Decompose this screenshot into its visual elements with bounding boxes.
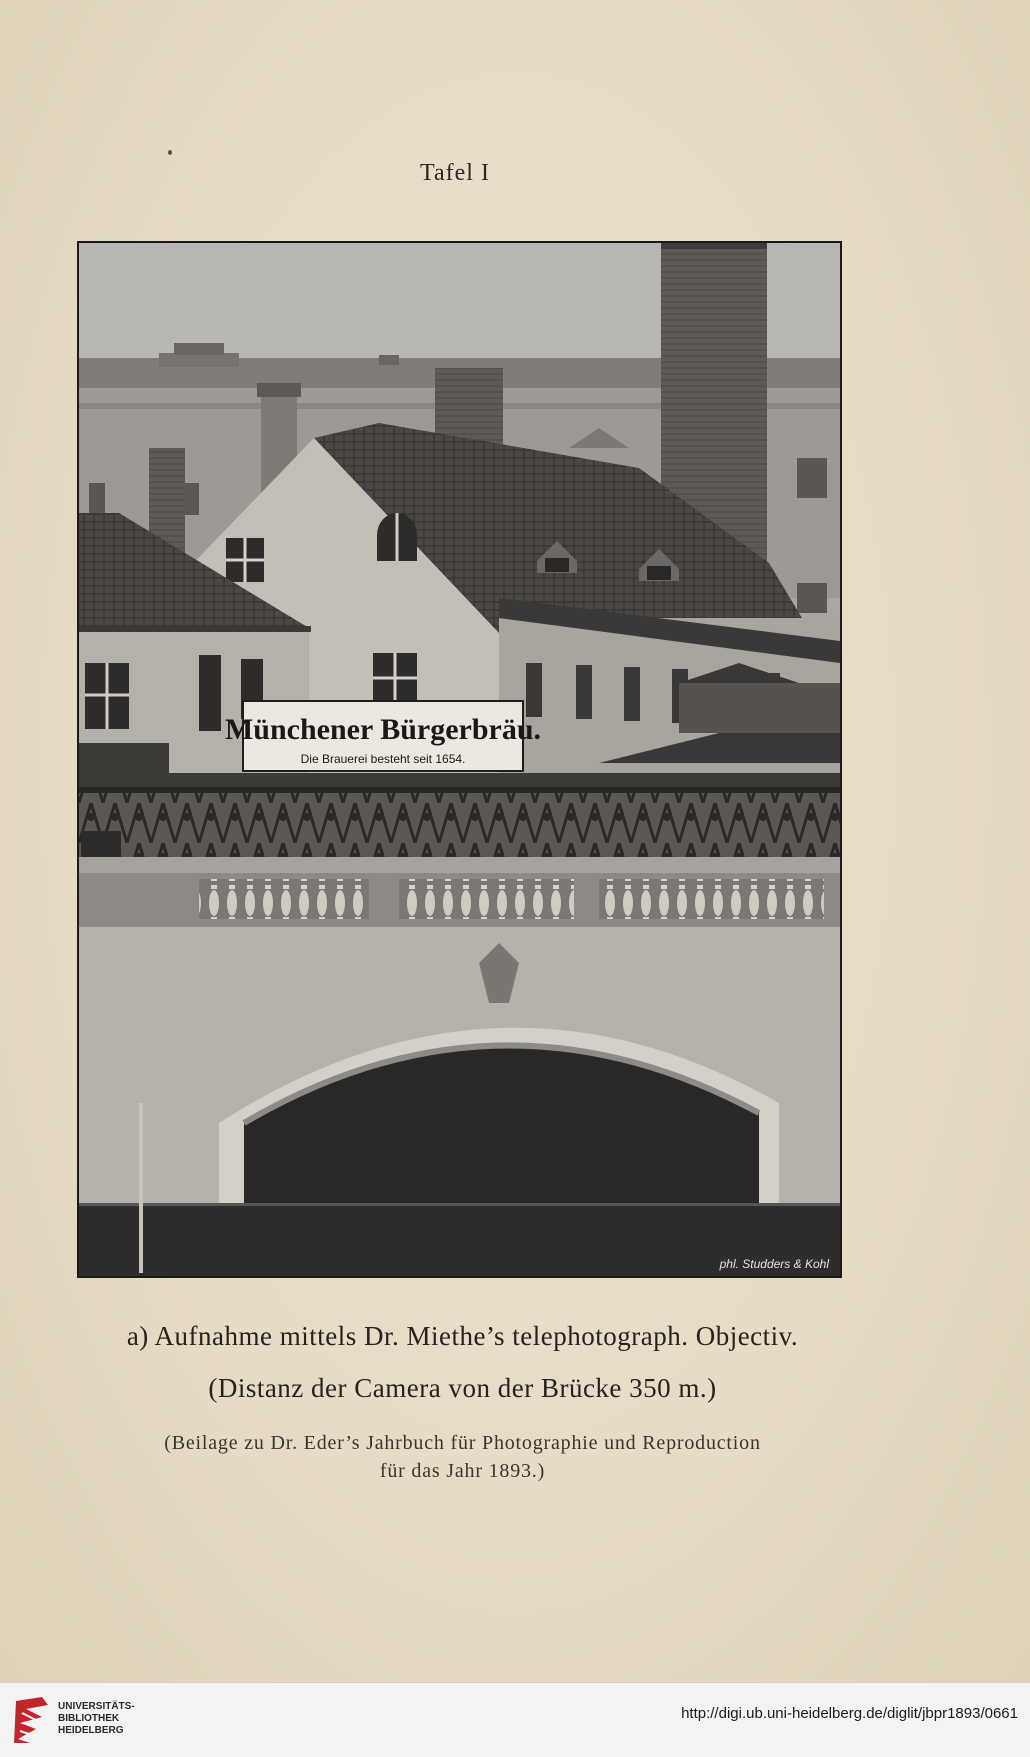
sign-main-text: Münchener Bürgerbräu. bbox=[224, 713, 542, 746]
ink-speck bbox=[168, 150, 172, 155]
library-footer bbox=[0, 1682, 1030, 1757]
library-logo-icon[interactable] bbox=[12, 1695, 52, 1745]
caption-subtitle: (Distanz der Camera von der Brücke 350 m.) bbox=[208, 1373, 717, 1403]
plate-title: Tafel I bbox=[420, 160, 490, 186]
permalink-url[interactable]: http://digi.ub.uni-heidelberg.de/diglit/jbpr1893/0661 bbox=[681, 1705, 1018, 1722]
photograph-illustration bbox=[79, 243, 840, 1276]
logo-line-1: UNIVERSITÄTS- bbox=[58, 1701, 135, 1712]
supplement-note-line-2: für das Jahr 1893.) bbox=[379, 1460, 546, 1482]
caption-main: a) Aufnahme mittels Dr. Miethe’s telephotograph. Objectiv. bbox=[126, 1321, 799, 1351]
photo-credit: phl. Studders & Kohl bbox=[719, 1257, 829, 1271]
logo-line-3: HEIDELBERG bbox=[58, 1725, 124, 1736]
sign-sub-text: Die Brauerei besteht seit 1654. bbox=[300, 752, 466, 766]
logo-line-2: BIBLIOTHEK bbox=[58, 1713, 120, 1724]
plate-photograph bbox=[77, 241, 842, 1278]
supplement-note-line-1: (Beilage zu Dr. Eder’s Jahrbuch für Photographie und Reproduction bbox=[164, 1432, 761, 1454]
library-logo-text[interactable] bbox=[58, 1701, 135, 1737]
